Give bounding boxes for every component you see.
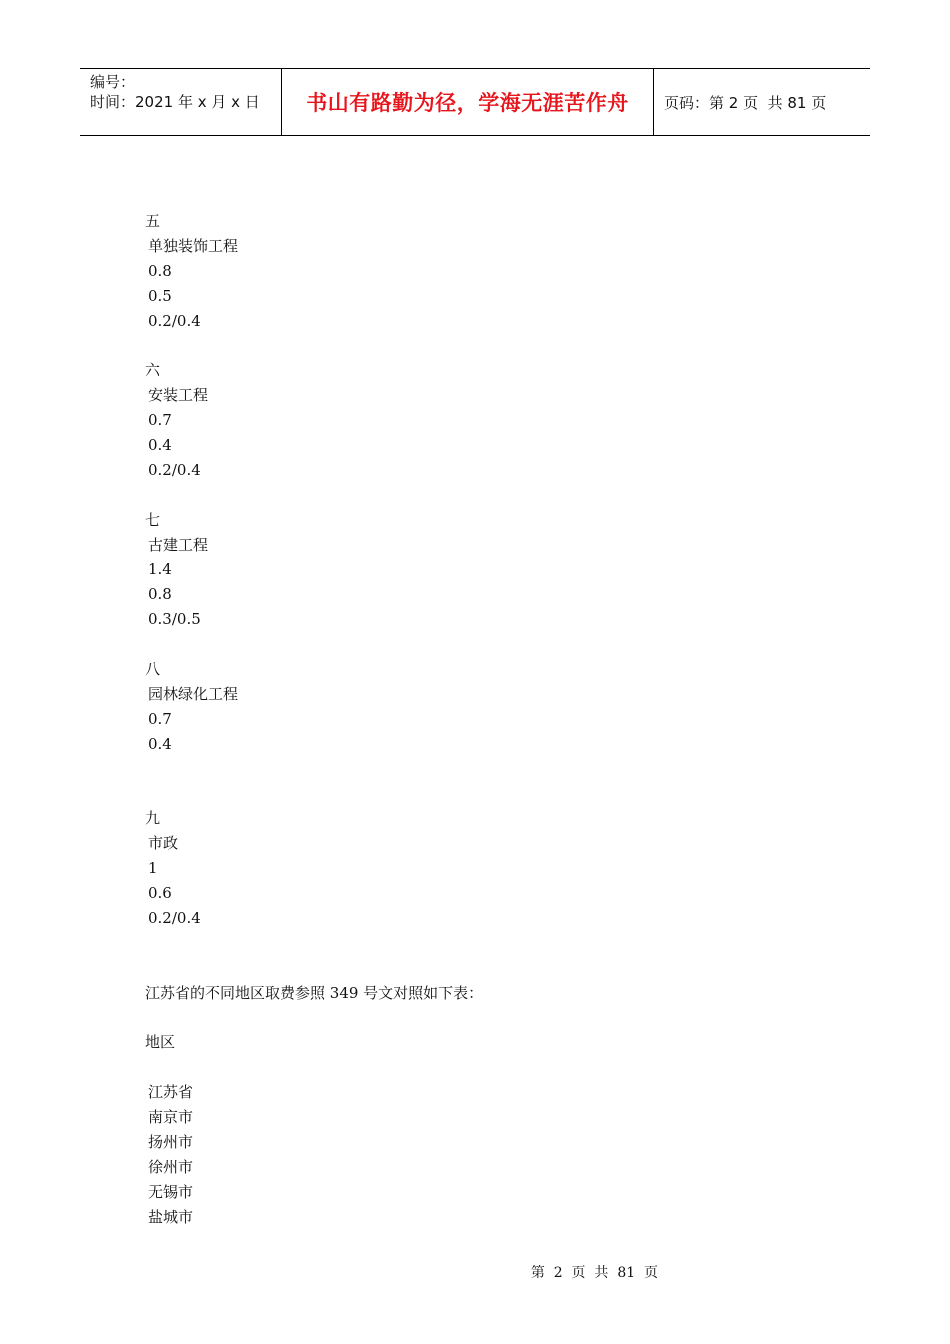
document-date: 时间：2021 年 x 月 x 日: [90, 93, 260, 111]
section-value: 0.8: [148, 261, 172, 280]
region-item: 江苏省: [148, 1083, 194, 1102]
region-item: 盐城市: [148, 1207, 194, 1226]
section-seven: [145, 508, 845, 632]
section-value: 0.2/0.4: [148, 908, 201, 927]
header-motto: 书山有路勤为径，学海无涯苦作舟: [282, 69, 654, 135]
section-value: 1: [148, 859, 158, 878]
section-value: 0.4: [148, 734, 172, 753]
region-item: 南京市: [148, 1108, 194, 1127]
region-list: [145, 1080, 845, 1229]
section-value: 0.3/0.5: [148, 610, 201, 629]
intro-paragraph: 江苏省的不同地区取费参照 349 号文对照如下表：: [145, 983, 484, 1002]
header-meta: [80, 69, 282, 135]
page-footer: [0, 1246, 950, 1282]
section-name: 市政: [148, 834, 179, 853]
section-eight: [145, 657, 845, 781]
section-nine: [145, 806, 845, 930]
section-value: 0.2/0.4: [148, 311, 201, 330]
section-value: 1.4: [148, 560, 172, 579]
section-number: 六: [145, 361, 161, 380]
section-number: 七: [145, 510, 161, 529]
region-item: 无锡市: [148, 1182, 194, 1201]
region-header: 地区: [145, 1033, 176, 1052]
section-value: 0.7: [148, 709, 172, 728]
section-value: 0.2/0.4: [148, 460, 201, 479]
section-value: 0.5: [148, 286, 172, 305]
region-item: 扬州市: [148, 1132, 194, 1151]
section-value: [145, 757, 845, 782]
footer-page-number: 第 2 页 共 81 页: [530, 1265, 659, 1281]
document-body: [145, 209, 845, 1230]
section-number: 八: [145, 660, 161, 679]
section-six: [145, 358, 845, 482]
section-name: 园林绿化工程: [148, 684, 239, 703]
header-page-info: 页码：第 2 页 共 81 页: [664, 93, 827, 112]
section-value: 0.6: [148, 884, 172, 903]
section-value: 0.4: [148, 436, 172, 455]
section-number: 五: [145, 212, 161, 230]
page-header: [80, 68, 870, 136]
section-value: 0.8: [148, 585, 172, 604]
section-name: 古建工程: [148, 535, 209, 554]
section-value: 0.7: [148, 411, 172, 430]
section-number: 九: [145, 809, 161, 828]
section-name: 安装工程: [148, 386, 209, 405]
section-name: 单独装饰工程: [148, 236, 239, 255]
document-number: 编号：: [90, 73, 136, 91]
section-five: [145, 209, 845, 333]
region-item: 徐州市: [148, 1157, 194, 1176]
